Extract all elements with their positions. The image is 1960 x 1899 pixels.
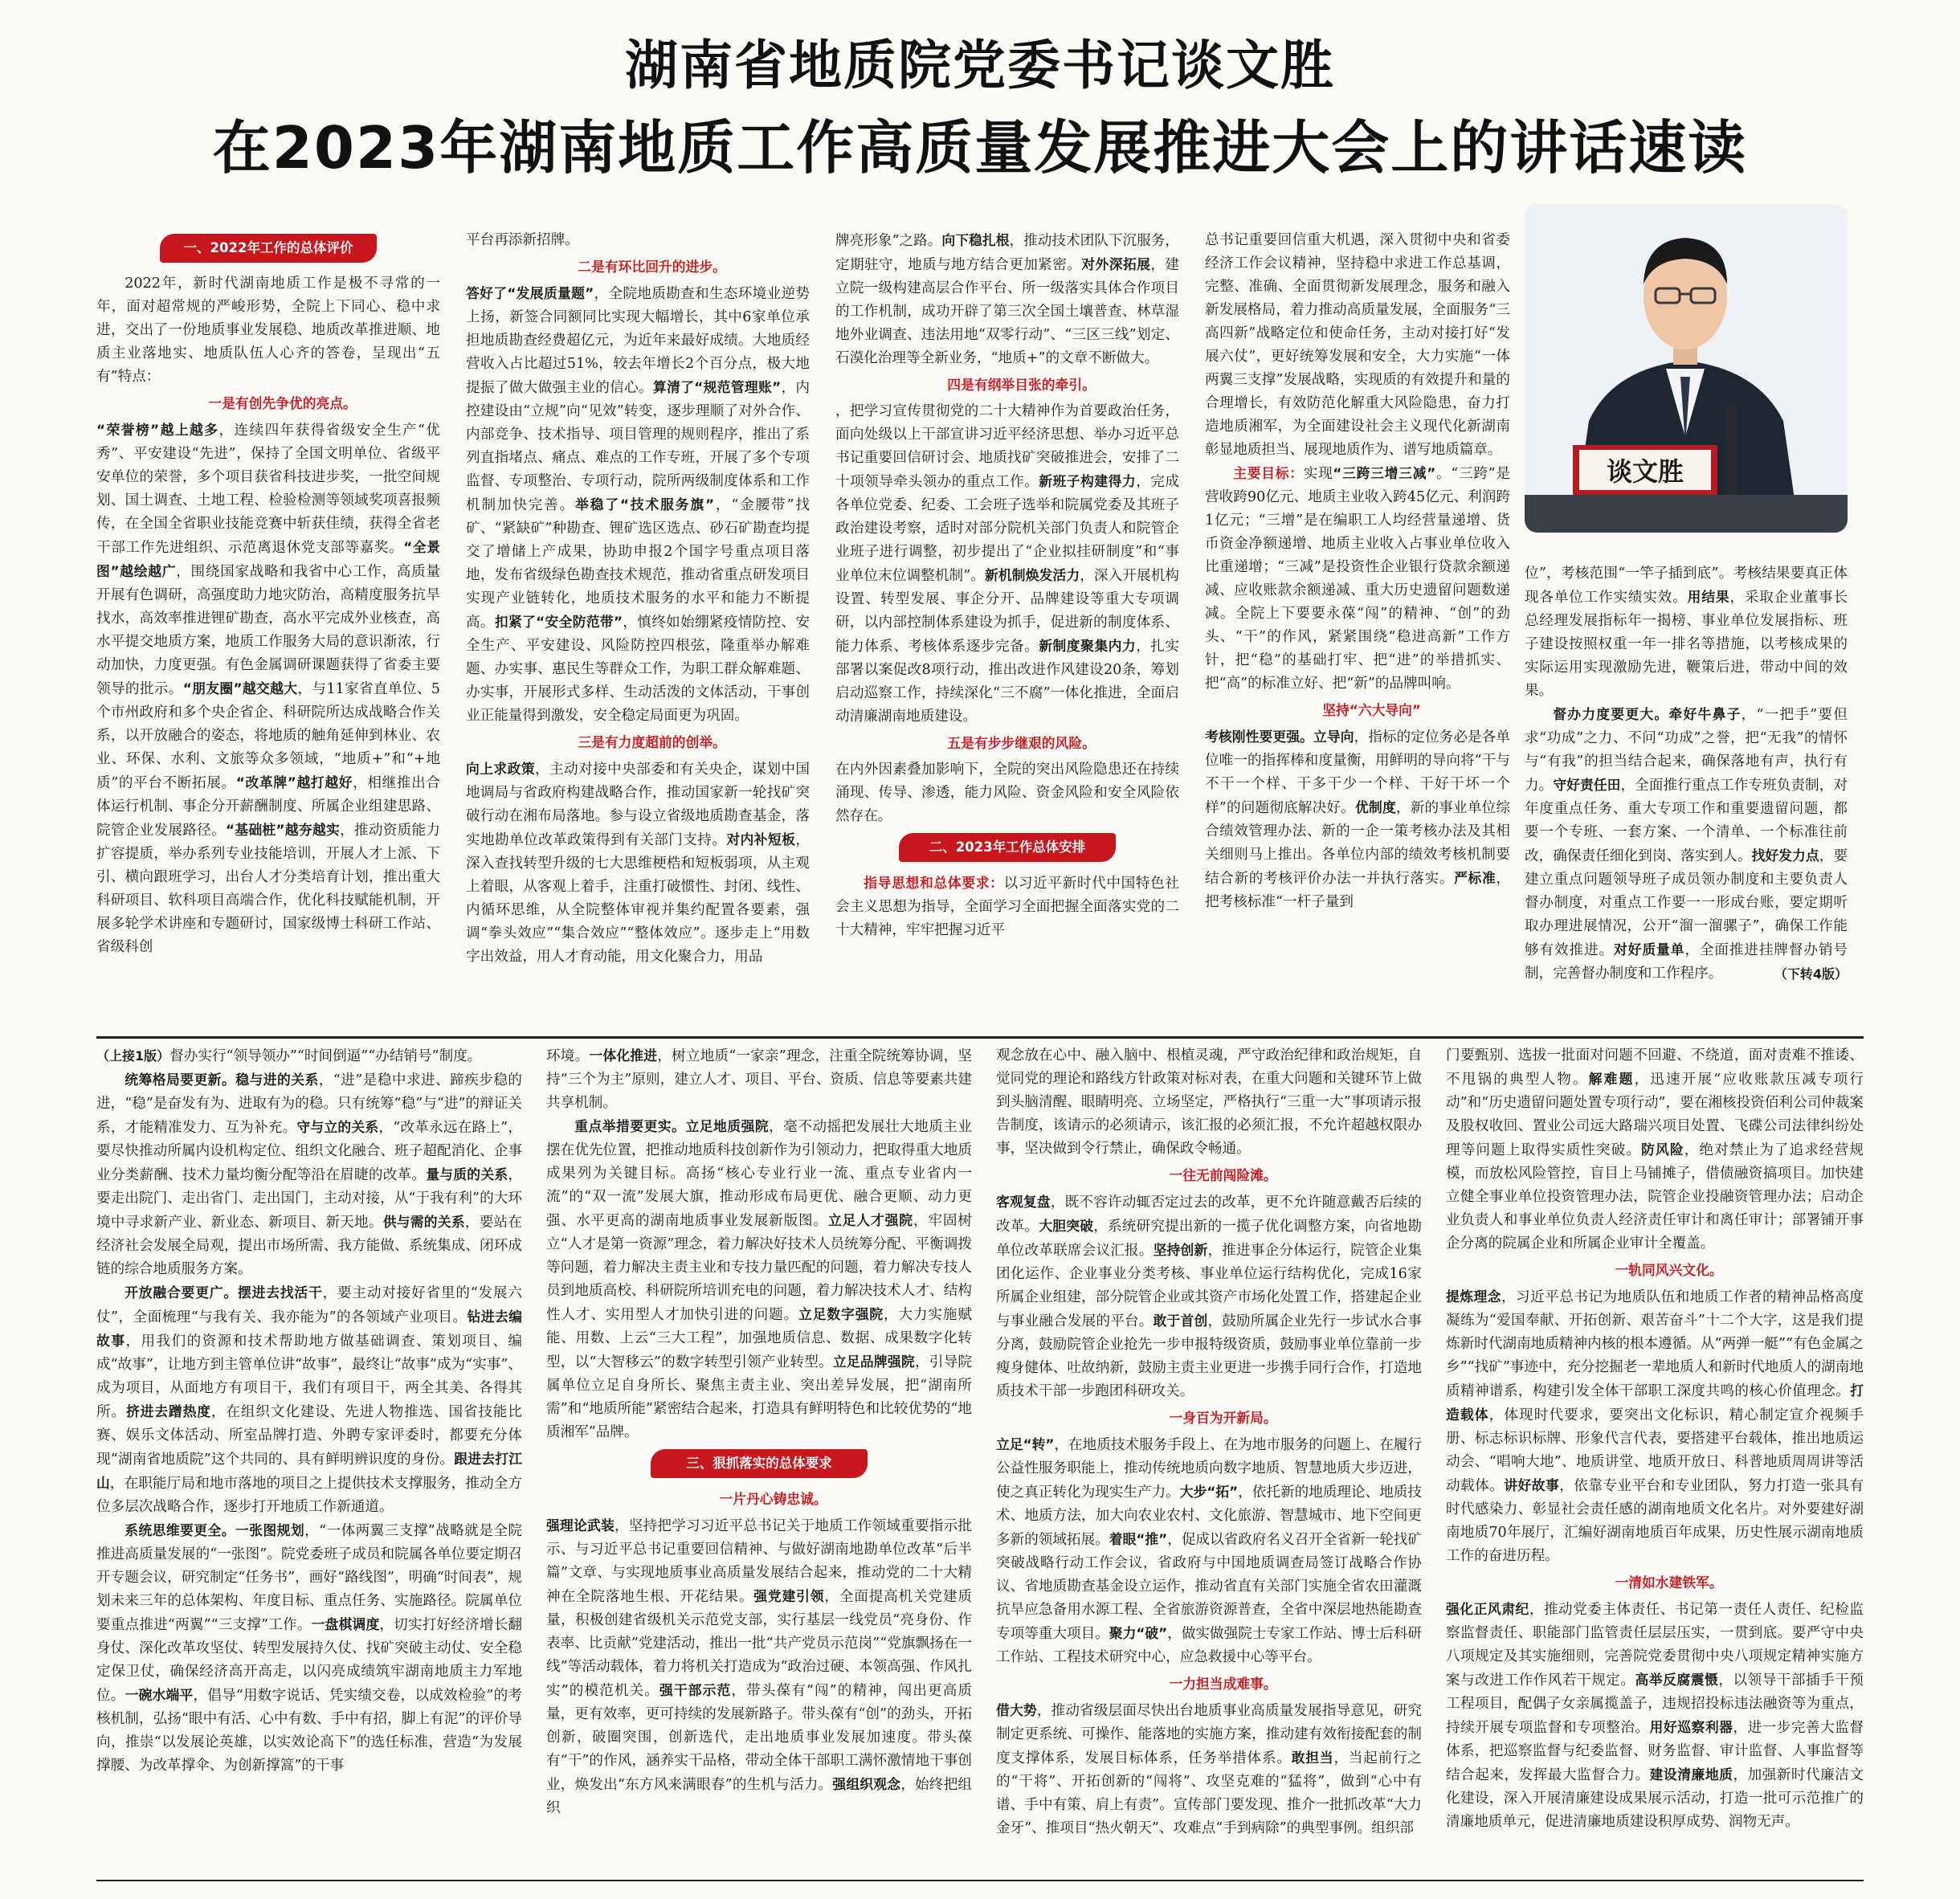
section-heading: 一力担当成难事。 [1169, 1676, 1277, 1692]
paragraph: 一往无前闯险滩。 客观复盘，既不容许动辄否定过去的改革，更不允许随意戴否后续的改革。大胆突破，系统研究提出新的一揽子优化调整方案，向省地勘单位改革联席会议汇报。坚持创新，推进事企分体运行，院管企业集团化运作、企业事业分类考核、事业单位运行结构优化，完成16家所属企业组建，部分院管企业或其资产市场化处置工作，搭建起企业与事业融合发展的平台。敢于首创，鼓励所属企业先行一步试水合事分离，鼓励院管企业抢先一步申报特级资质，鼓励事业单位靠前一步瘦身健体、吐故纳新，鼓励主责主业更进一步携手同行合作，打造地质技术干部一步跑团科研攻关。 [996, 1164, 1422, 1403]
section-heading: 一往无前闯险滩。 [1169, 1167, 1277, 1183]
speaker-photo [1525, 204, 1848, 533]
paragraph: 一片丹心铸忠诚。 强理论武装，坚持把学习习近平总书记关于地质工作领域重要指示批示、与习近平总书记重要回信精神、与做好湖南地勘单位改革“后半篇”文章、与实现地质事业高质量发展结合起来，推动党的二十大精神在全院落地生根、开花结果。强党建引领，全面提高机关党建质量，积极创建省级机关示范党支部，实行基层一线党员“亮身份、作表率、比贡献”党建活动，推出一批“共产党员示范岗”“党旗飘扬在一线”等活动载体，着力将机关打造成为“政治过硬、本领高强、作风扎实”的模范机关。强干部示范，带头葆有“闯”的精神，闯出更高质量，更有效率，更可持续的发展新路子。带头葆有“创”的劲头，开拓创新，破圈突围，创新选代，走出地质事业发展加速度。带头葆有“干”的作风，涵养实干品格，带动全体干部职工满怀激情地干事创业，焕发出“东方风来满眼春”的生机与活力。强组织观念，始终把组织 [546, 1488, 972, 1820]
section-heading: 一片丹心铸忠诚。 [719, 1491, 827, 1507]
bottom-divider [96, 1880, 1864, 1881]
paragraph: 重点举措要更实。立足地质强院，毫不动摇把发展壮大地质主业摆在优先位置，把推动地质科技创新作为引领动力，把取得重大地质成果列为关键目标。高扬“核心专业行业一流、重点专业省内一流”的“双一流”发展大旗，推动形成布局更优、融合更顺、动力更强、水平更高的湖南地质事业发展新版图。立足人才强院，牢固树立“人才是第一资源”理念，着力解决好技术人员统筹分配、平衡调拨等问题，着力解决主责主业和专技力量匹配的问题，着力解决专技人员到地质高校、科研院所培训充电的问题，着力解决技术人才、结构性人才、实用型人才加快引进的问题。立足数字强院，大力实施赋能、用数、上云“三大工程”，加强地质信息、数据、成果数字化转型，以“大智移云”的数字转型引领产业转型。立足品牌强院，引导院属单位立足自身所长、聚焦主责主业、突出差异发展，把“湖南所需”和“地质所能”紧密结合起来，打造具有鲜明特色和比较优势的“地质湘军”品牌。 [546, 1118, 972, 1440]
article-column-5 [1525, 562, 1848, 1032]
paragraph: 一力担当成难事。 借大势，推动省级层面尽快出台地质事业高质量发展指导意见，研究制定更系统、可操作、能落地的实施方案，推动建有效衔接配套的制度支撑体系，发展目标体系，任务举措体系。敢担当，当起前行之的“干将”、开拓创新的“闯将”、攻坚克难的“猛将”，做到“心中有谱、手中有策、肩上有责”。宣传部门要发现、推介一批抓改革“大力金牙”、推项目“热火朝天”、攻难点“手到病除”的典型事例。组织部 [996, 1672, 1422, 1840]
paragraph: 环境。一体化推进，树立地质“一家亲”理念，注重全院统筹协调，坚持“三个为主”原则，建立人才、项目、平台、资质、信息等要素共建共享机制。 [546, 1048, 972, 1111]
continued-from-note: （上接1版） [96, 1048, 170, 1064]
paragraph: 二是有环比回升的进步。 答好了“发展质量题”，全院地质勘查和生态环境业逆势上扬，新签合同额同比实现大幅增长，其中6家单位承担地质勘查经费超亿元，为近年来最好成绩。大地质经营收入占比超过51%，较去年增长2个百分点，极大地提振了做大做强主业的信心。算清了“规范管理账”，内控建设由“立规”向“见效”转变，逐步理顺了对外合作、内部竞争、技术指导、项目管理的规则程序，推出了系列直指堵点、痛点、难点的工作专班，开展了多个专项监督、专项整治、专项行动，院所两级制度体系和工作机制加快完善。举稳了“技术服务旗”，“金腰带”找矿、“紧缺矿”种勘查、锂矿选区选点、砂石矿勘查均提交了增储上产成果，协助申报2个国字号重点项目落地，发布省级绿色勘查技术规范，推动省重点研发项目实现产业链转化，地质技术服务的水平和能力不断提高。扣紧了“安全防范带”，慎终如始绷紧疫情防控、安全生产、平安建设、风险防控四根弦，隆重举办解难题、办实事、惠民生等群众工作，为职工群众解难题、办实事，开展形式多样、生动活泼的文体活动，干事创业正能量得到激发，安全稳定局面更为巩固。 [466, 255, 810, 728]
article-column-3 [835, 229, 1179, 1032]
nameplate-text: 谈文胜 [1606, 456, 1684, 487]
paragraph: 一身百为开新局。 立足“转”，在地质技术服务手段上、在为地市服务的问题上、在履行公益性服务职能上，推动传统地质向数字地质、智慧地质大步迈进，使之真正转化为现实生产力。大步“拓”，依托新的地质理论、地质技术、地质方法，加大向农业农村、文化旅游、智慧城市、地下空间更多新的领域拓展。着眼“推”，促成以省政府名义召开全省新一轮找矿突破战略行动工作会议，省政府与中国地质调查局签订战略合作协议、省地质勘查基金设立运作，推动省直有关部门实施全省农田灌溉抗旱应急备用水源工程、全省旅游资源普查，全省中深层地热能勘查专项等重大项目。聚力“破”，做实做强院士专家工作站、博士后科研工作站、工程技术研究中心，应急救援中心等平台。 [996, 1407, 1422, 1669]
paragraph: 开放融合要更广。摆进去找活干，要主动对接好省里的“发展六仗”，全面梳理“与我有关、我亦能为”的各领域产业项目。钻进去编故事，用我们的资源和技术帮助地方做基础调查、策划项目、编成“故事”，让地方到主管单位讲“故事”，最终让“故事”成为“实事”、成为项目，从面地方有项目干，我们有项目干，两全其美、各得其所。挤进去蹭热度，在组织文化建设、先进人物推选、国省技能比赛、娱乐文体活动、所室品牌打造、外聘专家评委时，都要充分体现“湖南省地质院”这个共同的、具有鲜明辨识度的身份。跟进去打江山，在职能厅局和地市落地的项目之上提供技术支撑服务，推动全方位多层次战略合作，逐步打开地质工作新通道。 [96, 1284, 522, 1515]
paragraph: 三是有力度超前的创举。 向上求政策，主动对接中央部委和有关央企，谋划中国地调局与省政府构建战略合作，推动国家新一轮找矿突破行动在湘布局落地。参与设立省级地质勘查基金，落实地勘单位改革政策得到有关部门支持。对内补短板，深入查找转型升级的七大思维梗梏和短板弱项，从主观上着眼，从客观上着手，注重打破惯性、封闭、线性、内循环思维，从全院整体审视并集约配置各要素，强调“拳头效应”“集合效应”“整体效应”。逐步走上“用数字出效益，用人才育动能，用文化聚合力，用品 [466, 731, 810, 969]
article-column-2 [466, 229, 810, 1032]
paragraph: 位”，考核范围“一竿子插到底”。考核结果要真正体现各单位工作实绩实效。用结果，采取企业董事长总经理发展指标年一揭榜、事业单位发展指标、班子建设按照权重一年一排名等措施，以考核成果的实际运用实现激励先进，鞭策后进，带动中间的效果。 [1525, 566, 1848, 699]
section-heading: 二是有环比回升的进步。 [578, 259, 726, 275]
paragraph: 统筹格局要更新。稳与进的关系，“进”是稳中求进、蹄疾步稳的进，“稳”是奋发有为、进取有为的稳。只有统筹“稳”与“进”的辩证关系，才能精准发力、互为补充。守与立的关系，“改革永远在路上”，要尽快推动所属内设机构定位、组织文化融合、班子超配消化、企事业分类薪酬、技术力量均衡分配等沿在眉睫的改革。量与质的关系，要走出院门、走出省门、走出国门，主动对接，从“于我有利”的大环境中寻求新产业、新业态、新项目、新天地。供与需的关系，要站在经济社会发展全局观，提出市场所需、我方能做、系统集成、闭环成链的综合地质服务方案。 [96, 1072, 522, 1277]
article-column-4 [1205, 229, 1510, 1032]
paragraph: 总书记重要回信重大机遇，深入贯彻中央和省委经济工作会议精神，坚持稳中求进工作总基调，完整、准确、全面贯彻新发展理念，服务和融入新发展格局，着力推动高质量发展，全面服务“三高四新”战略定位和使命任务，主动对接打好“发展六仗”，更好统筹发展和安全，大力实施“一体两翼三支撑”发展战略，实现质的有效提升和量的合理增长，有效防范化解重大风险隐患，奋力打造地质湘军，为全面建设社会主义现代化新湖南彰显地质担当、展现地质作为、谱写地质篇章。 [1205, 232, 1510, 458]
section-heading: 一是有创先争优的亮点。 [208, 395, 357, 411]
divider [96, 1036, 1864, 1039]
paragraph: 牌亮形象”之路。向下稳扎根，推动技术团队下沉服务，定期驻守，地质与地方结合更加紧密。对外深拓展，建立院一级构建高层合作平台、所一级落实具体合作项目的工作机制，成功开辟了第三次全国土壤普查、林草湿地外业调查、违法用地“双零行动”、“三区三线”划定、石漠化治理等全新业务，“地质+”的文章不断做大。 [835, 232, 1179, 366]
paragraph: 观念放在心中、融入脑中、根植灵魂，严守政治纪律和政治规矩，自觉同党的理论和路线方针政策对标对表，在重大问题和关键环节上做到头脑清醒、眼睛明亮、立场坚定，严格执行“三重一大”事项请示报告制度，该请示的必须请示，该汇报的必须汇报，不允许超越权限办事，坚决做到令行禁止，确保政令畅通。 [996, 1048, 1422, 1157]
headline-line-2: 在2023年湖南地质工作高质量发展推进大会上的讲话速读 [212, 114, 1748, 182]
section-heading: 五是有步步继艰的风险。 [947, 735, 1096, 751]
section-heading: 三是有力度超前的创举。 [578, 734, 726, 750]
article-column-7 [546, 1044, 972, 1873]
section-banner-1: 一、2022年工作的总体评价 [160, 234, 377, 263]
continued-note: （下转4版） [1774, 966, 1848, 982]
paragraph: 一轨同风兴文化。 提炼理念，习近平总书记为地质队伍和地质工作者的精神品格高度凝练为“爱国奉献、开拓创新、艰苦奋斗”十二个大字，这是我们提炼新时代湖南地质精神内核的根本遵循。从“两弹一艇”“有色金属之乡”“找矿”事迹中，充分挖掘老一辈地质人和新时代地质人的湖南地质精神谱系，构建引发全体干部职工深度共鸣的核心价值理念。打造载体，体现时代要求，要突出文化标识，精心制定宣介视频手册、标志标识标牌、形象代言代表，要搭建平台载体，推出地质运动会、“唱响大地”、地质讲堂、地质开放日、科普地质周周讲等活动载体。讲好故事，依靠专业平台和专业团队，努力打造一张具有时代感染力、彰显社会责任感的湖南地质文化名片。对外要建好湖南地质70年展厅，汇编好湖南地质百年成果，历史性展示湖南地质工作的奋进历程。 [1446, 1259, 1864, 1568]
article-column-9 [1446, 1044, 1864, 1873]
section-banner-2: 二、2023年工作总体安排 [899, 833, 1116, 862]
section-banner-3: 三、狠抓落实的总体要求 [651, 1449, 868, 1478]
section-heading: 一轨同风兴文化。 [1615, 1262, 1723, 1278]
paragraph: 主要目标：实现“三跨三增三减”。“三跨”是营收跨90亿元、地质主业收入跨45亿元、利润跨1亿元；“三增”是在编职工人均经营量递增、货币资金净额递增、地质主业收入占事业单位收入比重递增；“三减”是投资性企业银行贷款余额递减、应收账款余额递减、重大历史遗留问题数递减。全院上下要要永葆“闯”的精神、“创”的劲头、“干”的作风，紧紧围绕“稳进高新”工作方针，把“稳”的基础打牢、把“进”的举措抓实、把“高”的标准立好、把“新”的品牌叫响。 [1205, 465, 1510, 692]
paragraph: 2022年，新时代湖南地质工作是极不寻常的一年，面对超常规的严峻形势，全院上下同心、稳中求进，交出了一份地质事业发展稳、地质改革推进顺、地质主业落地实、地质队伍人心齐的答卷，呈现出“五有”特点： [96, 276, 440, 385]
paragraph: 四是有纲举目张的牵引。 ，把学习宣传贯彻党的二十大精神作为首要政治任务，面向处级以上干部宣讲习近平经济思想、举办习近平总书记重要回信研讨会、地质找矿突破推进会，安排了二十项领导牵头领办的重点工作。新班子构建得力，完成各单位党委、纪委、工会班子选举和院属党委及其班子政治建设考察，适时对部分院机关部门负责人和院管企业班子进行调整，初步提出了“企业拟挂研制度”和“事业单位末位调整机制”。新机制焕发活力，深入开展机构设置、转型发展、事企分开、品牌建设等重大专项调研，以内部控制体系建设为抓手，促进新的制度体系、能力体系、考核体系逐步完备。新制度聚集内力，扎实部署以案促改8项行动，推出改进作风建设20条，筹划启动巡察工作，持续深化“三不腐”一体化推进，全面启动清廉湖南地质建设。 [835, 374, 1179, 729]
paragraph: 坚持“六大导向” 考核刚性要更强。立导向，指标的定位务必是各单位唯一的指挥棒和度量衡，用鲜明的导向将“干与不干一个样、干多干少一个样、干好干坏一个样”的问题彻底解决好。优制度，新的事业单位综合绩效管理办法、新的一企一策考核办法及其相关细则马上推出。各单位内部的绩效考核机制要结合新的考核评价办法一并执行落实。严标准，把考核标准“一杆子量到 [1205, 699, 1510, 914]
paragraph: 平台再添新招牌。 [466, 232, 579, 248]
speaker-illustration [1525, 204, 1848, 533]
paragraph: 督办力度要更大。牵好牛鼻子，“一把手”要但求“功成”之力、不问“功成”之誉，把“无我”的情怀与“有我”的担当结合起来，确保落地有声，执行有力。守好责任田，全面推行重点工作专班负责制，对年度重点任务、重大专项工作和重要遗留问题，都要一个专班、一套方案、一个清单、一个标准往前改，确保责任细化到岗、落实到人。找好发力点，要建立重点问题领导班子成员领办制度和主要负责人督办制度，对重点工作要一一形成台账，要定期听取办理进展情况，公开“溜一溜骡子”，确保工作能够有效推进。对好质量单，全面推进挂牌督办销号制，完善督办制度和工作程序。 （下转4版） [1525, 703, 1848, 986]
paragraph: 系统思维要更全。一张图规划，“一体两翼三支撑”战略就是全院推进高质量发展的“一张图”。院党委班子成员和院属各单位要定期召开专题会议，研究制定“任务书”，画好“路线图”，明确“时间表”，规划未来三年的总体架构、年度目标、重点任务、实施路径。院属单位要重点推进“两翼”“三支撑”工作。一盘棋调度，切实打好经济增长翻身仗、深化改革攻坚仗、转型发展持久仗、找矿突破主动仗、安全稳定保卫仗，确保经济高开高走，以闪亮成绩筑牢湖南地质主力军地位。一碗水端平，倡导“用数字说话、凭实绩交卷，以成效检验”的考核机制，弘扬“眼中有活、心中有数、手中有招，脚上有泥”的评价导向，推崇“以发展论英雄，以实效论高下”的选任标准，营造“为发展撑腰、为改革撑伞、为创新撑篙”的干事 [96, 1522, 522, 1774]
headline-line-1: 湖南省地质院党委书记谈文胜 [625, 35, 1335, 96]
paragraph: 一是有创先争优的亮点。 “荣誉榜”越上越多，连续四年获得省级安全生产“优秀”、平安建设“先进”，保持了全国文明单位、省级平安单位的荣誉，多个项目获省科技进步奖，一批空间规划、国土调查、土地工程、检验检测等领域奖项喜报频传，在全国全省职业技能竞赛中斩获佳绩，获得全省老干部工作先进组织、示范离退休党支部等嘉奖。“全景图”越绘越广，围绕国家战略和我省中心工作，高质量开展有色调研，高强度助力地灾防治，高精度服务抗旱找水，高效率推进锂矿勘查，高水平完成外业核查，高水平提交地质方案，地质工作服务大局的意识渐浓，行动加快，力度更强。有色金属调研课题获得了省委主要领导的批示。“朋友圈”越交越大，与11家省直单位、5个市州政府和多个央企省企、科研院所达成战略合作关系，以开放融合的姿态，将地质的触角延伸到林业、农业、环保、水利、文旅等众多领域，“地质+”和“+地质”的平台不断拓展。“改革牌”越打越好，相继推出合体运行机制、事企分开薪酬制度、所属企业组建思路、院管企业发展路径。“基础桩”越夯越实，推动资质能力扩容提质，举办系列专业技能培训，开展人才上派、下引、横向跟班学习，出台人才分类培育计划，推出重大科研项目、软科项目高端合作，优化科技赋能机制，开展多轮学术讲座和专题研讨，国家级博士科研工作站、省级科创 [96, 392, 440, 959]
paragraph: 五是有步步继艰的风险。 在内外因素叠加影响下，全院的突出风险隐患还在持续涌现、传导、渗透，能力风险、资金风险和安全风险依然存在。 [835, 732, 1179, 828]
paragraph: （上接1版）督办实行“领导领办”“时间倒逼”“办结销号”制度。 [96, 1048, 482, 1064]
section-heading: 主要目标： [1233, 465, 1304, 481]
section-heading: 一清如水建铁军。 [1615, 1574, 1723, 1591]
paragraph: 一清如水建铁军。 强化正风肃纪，推动党委主体责任、书记第一责任人责任、纪检监察监督责任、职能部门监管责任层层压实，一贯到底。要严守中央八项规定及其实施细则，完善院党委贯彻中央八项规定精神实施方案与改进工作作风若干规定。高举反腐震慑，以领导干部插手干预工程项目，配偶子女亲属揽盖子，违规招投标违法融资等为重点，持续开展专项监督和专项整治。用好巡察利器，进一步完善大监督体系，把巡察监督与纪委监督、财务监督、审计监督、人事监督等结合起来，发挥最大监督合力。建设清廉地质，加强新时代廉洁文化建设，深入开展清廉建设成果展示活动，打造一批可示范推广的清廉地质单元，促进清廉地质建设积厚成势、润物无声。 [1446, 1571, 1864, 1834]
article-column-8 [996, 1044, 1422, 1873]
section-heading: 四是有纲举目张的牵引。 [947, 377, 1096, 393]
section-heading: 坚持“六大导向” [1322, 702, 1421, 718]
article-column-6 [96, 1044, 522, 1873]
paragraph: 指导思想和总体要求：以习近平新时代中国特色社会主义思想为指导，全面学习全面把握全面落实党的二十大精神，牢牢把握习近平 [835, 875, 1179, 938]
section-heading: 一身百为开新局。 [1169, 1410, 1277, 1426]
article-column-1 [96, 229, 440, 1032]
paragraph: 门要甄别、选拔一批面对问题不回避、不绕道，面对责难不推诿、不甩锅的典型人物。解难题，迅速开展“应收账款压减专项行动”和“历史遗留问题处置专项行动”，要在湘核投资佰利公司仲裁案及股权收回、置业公司远大路瑞兴项目处置、飞碟公司法律纠纷处理等问题上取得实质性突破。防风险，绝对禁止为了追求经营规模，而放松风险管控，盲目上马铺摊子，借债融资搞项目。加快建立健全事业单位投资管理办法，院管企业投融资管理办法；启动企业负责人和事业单位负责人经济责任审计和离任审计；部署铺开事企分离的院属企业和所属企业审计全覆盖。 [1446, 1048, 1864, 1252]
